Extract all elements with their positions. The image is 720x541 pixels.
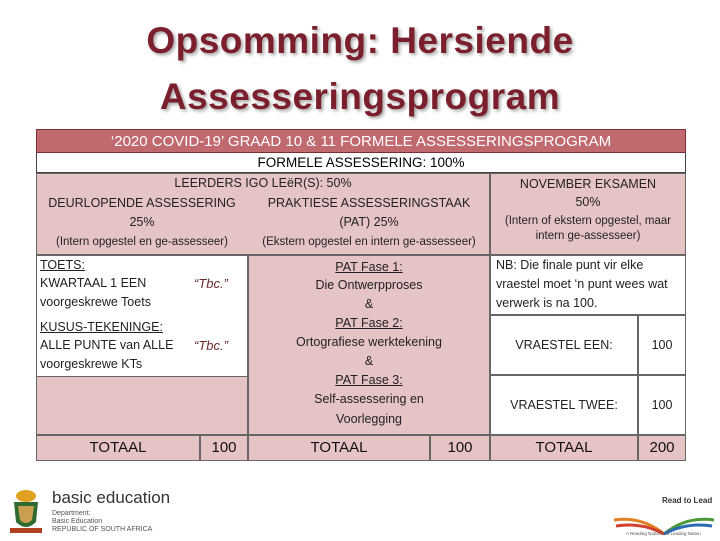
vraestel-een-label: VRAESTEL EEN: <box>515 338 613 352</box>
totaal-score-2: 100 <box>447 439 473 456</box>
pat-fase-1-label: PAT Fase 1: <box>335 260 403 274</box>
totaal-score-1: 100 <box>211 439 237 456</box>
totaal-label-3: TOTAAL <box>535 439 593 456</box>
toets-text-line-1: KWARTAAL 1 EEN <box>40 276 147 290</box>
logo-left-line-4: REPUBLIC OF SOUTH AFRICA <box>52 526 153 533</box>
deurlopende-percentage: 25% <box>129 215 155 229</box>
vraestel-twee-label: VRAESTEL TWEE: <box>510 398 618 412</box>
logo-left-line-3: Basic Education <box>52 518 103 525</box>
logo-right-line-1: Read to Lead <box>662 496 713 505</box>
november-percentage: 50% <box>575 195 601 209</box>
pat-fase-1-text: Die Ontwerpproses <box>315 278 423 292</box>
november-label: NOVEMBER EKSAMEN <box>519 177 657 191</box>
pat-note: (Ekstern opgestel en intern ge-assesseer) <box>262 236 476 248</box>
basic-education-logo <box>6 488 171 541</box>
logo-left-line-1: basic education <box>52 488 171 507</box>
kusus-label: KUSUS-TEKENINGE: <box>40 320 163 334</box>
pat-ampersand-1: & <box>364 297 374 311</box>
toets-label: TOETS: <box>40 258 85 272</box>
pat-percentage: (PAT) 25% <box>339 215 399 229</box>
kusus-tbc: “Tbc.” <box>194 338 228 353</box>
pat-fase-2-text: Ortografiese werktekening <box>296 335 442 349</box>
slide-title-line-2: Assesseringsprogram <box>159 76 561 117</box>
nb-note: NB: Die finale punt vir elke vraestel moet ‘n punt wees wat verwerk is na 100. <box>496 258 668 310</box>
coat-of-arms-icon <box>6 488 46 536</box>
table-header: ‘2020 COVID-19’ GRAAD 10 & 11 FORMELE ASSESSERINGSPROGRAM <box>36 129 686 153</box>
pat-ampersand-2: & <box>364 354 374 368</box>
kusus-text-line-2: voorgeskrewe KTs <box>40 357 143 371</box>
slide-title-line-1: Opsomming: Hersiende <box>146 20 574 61</box>
pat-label: PRAKTIESE ASSESSERINGSTAAK <box>267 196 471 210</box>
left-filler <box>36 376 248 435</box>
logo-right-line-2: A Reading Nation is a Leading Nation <box>626 531 701 536</box>
pat-fase-3-text-line-1: Self-assessering en <box>314 392 424 406</box>
table-subheader: FORMELE ASSESSERING: 100% <box>36 153 686 173</box>
vraestel-een-score: 100 <box>651 338 673 352</box>
november-note: (Intern of ekstern opgestel, maar intern ge-assesseer) <box>504 215 672 242</box>
deurlopende-note: (Intern opgestel en ge-assesseer) <box>56 236 228 248</box>
deurlopende-label: DEURLOPENDE ASSESSERING <box>48 196 236 210</box>
toets-tbc: “Tbc.” <box>194 276 228 291</box>
toets-text-line-2: voorgeskrewe Toets <box>40 295 151 309</box>
logo-left-line-2: Department: <box>52 510 91 517</box>
pat-fase-3-text-line-2: Voorlegging <box>335 412 403 426</box>
totaal-label-2: TOTAAL <box>310 439 368 456</box>
kusus-text-line-1: ALLE PUNTE van ALLE <box>40 338 174 352</box>
pat-fase-2-label: PAT Fase 2: <box>335 316 403 330</box>
vraestel-twee-score: 100 <box>651 398 673 412</box>
leerders-label: LEERDERS IGO LEëR(S): 50% <box>174 176 352 190</box>
totaal-score-3: 200 <box>649 439 675 456</box>
totaal-label-1: TOTAAL <box>89 439 147 456</box>
pat-fase-3-label: PAT Fase 3: <box>335 373 403 387</box>
